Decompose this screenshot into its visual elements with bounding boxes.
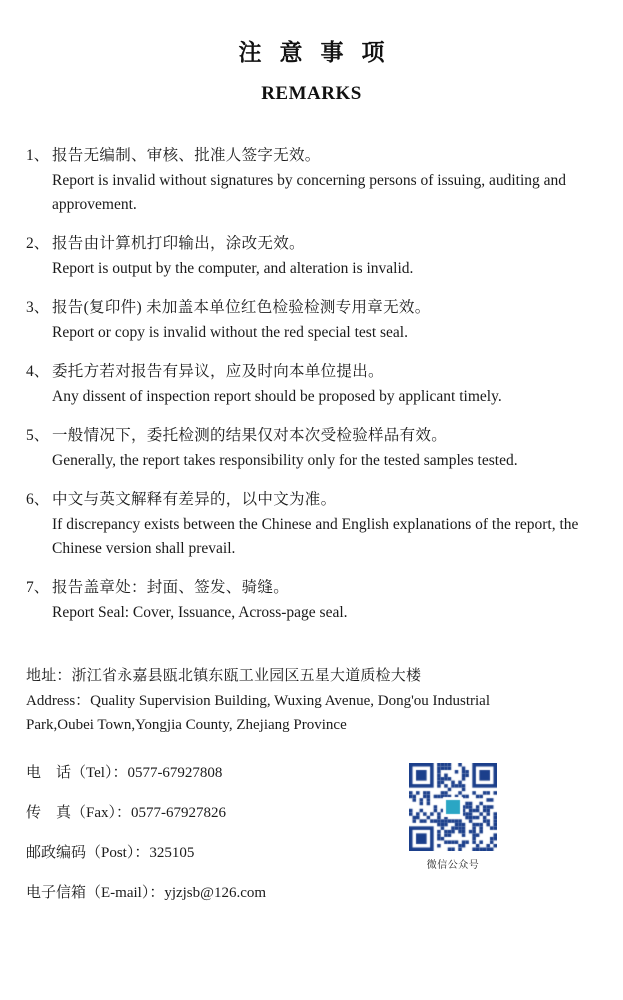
remark-text-en: Report is invalid without signatures by concerning persons of issuing, auditing and approvement. (52, 172, 567, 213)
remark-item (26, 359, 597, 409)
remark-number: 5、 (26, 427, 50, 444)
remark-number: 2、 (26, 235, 50, 252)
remark-text-cn: 一般情况下，委托检测的结果仅对本次受检验样品有效。 (52, 427, 448, 444)
remark-body (52, 359, 597, 409)
contact-tel: 电 话（Tel）：0577-67927808 (26, 765, 223, 781)
remark-body (52, 231, 597, 281)
remark-text-cn: 报告(复印件) 未加盖本单位红色检验检测专用章无效。 (52, 299, 431, 316)
remark-number: 6、 (26, 491, 50, 508)
remark-text-en: Any dissent of inspection report should be proposed by applicant timely. (52, 388, 502, 405)
remark-item (26, 487, 597, 561)
remark-text-cn: 委托方若对报告有异议，应及时向本单位提出。 (52, 363, 384, 380)
wechat-qr-block (405, 763, 501, 871)
remark-body (52, 423, 597, 473)
contact-post: 邮政编码（Post）：325105 (26, 845, 195, 861)
remark-body (52, 295, 597, 345)
remark-body (52, 143, 597, 217)
remark-text-cn: 报告由计算机打印输出，涂改无效。 (52, 235, 305, 252)
remark-text-cn: 报告无编制、审核、批准人签字无效。 (52, 147, 321, 164)
remark-body (52, 487, 597, 561)
address-en-line2: Park,Oubei Town,Yongjia County, Zhejiang Province (26, 717, 347, 733)
remark-text-cn: 中文与英文解释有差异的，以中文为准。 (52, 491, 337, 508)
page-title-cn: 注意事项 (238, 40, 403, 65)
remark-text-en: Report Seal: Cover, Issuance, Across-page seal. (52, 604, 348, 621)
remark-body (52, 575, 597, 625)
remarks-list (26, 143, 597, 625)
remark-text-en: If discrepancy exists between the Chinese and English explanations of the report, the Chinese version shall prevail. (52, 516, 579, 557)
remark-number: 3、 (26, 299, 50, 316)
contact-rows (26, 753, 597, 913)
remark-item (26, 575, 597, 625)
remark-text-en: Generally, the report takes responsibility only for the tested samples tested. (52, 452, 518, 469)
remark-item (26, 231, 597, 281)
remark-item (26, 143, 597, 217)
remark-number: 4、 (26, 363, 50, 380)
contact-fax: 传 真（Fax）：0577-67927826 (26, 805, 226, 821)
remark-item (26, 295, 597, 345)
qr-code-icon (409, 763, 497, 851)
address-cn: 地址：浙江省永嘉县瓯北镇东瓯工业园区五星大道质检大楼 (26, 668, 422, 684)
contact-email: 电子信箱（E-mail）：yjzjsb@126.com (26, 885, 267, 901)
address-en-line1: Address：Quality Supervision Building, Wuxing Avenue, Dong'ou Industrial (26, 693, 491, 709)
qr-caption: 微信公众号 (426, 860, 480, 871)
remark-number: 1、 (26, 147, 50, 164)
remark-text-en: Report is output by the computer, and alteration is invalid. (52, 260, 414, 277)
remark-number: 7、 (26, 579, 50, 596)
remark-text-en: Report or copy is invalid without the red special test seal. (52, 324, 408, 341)
page-title-en: REMARKS (261, 83, 362, 104)
footer-contact-block (26, 663, 597, 913)
remark-item (26, 423, 597, 473)
remark-text-cn: 报告盖章处：封面、签发、骑缝。 (52, 579, 290, 596)
